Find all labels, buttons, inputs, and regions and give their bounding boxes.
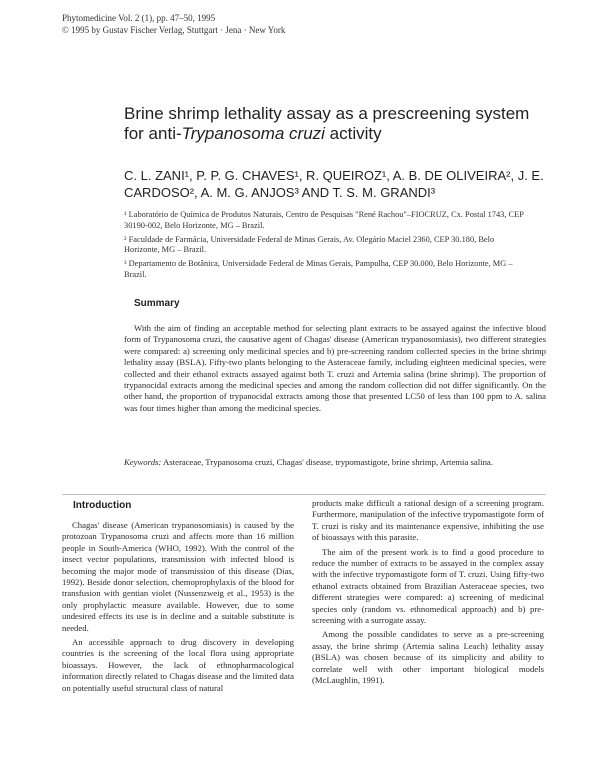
journal-citation: Phytomedicine Vol. 2 (1), pp. 47–50, 1995	[62, 13, 216, 23]
article-title	[124, 104, 544, 144]
keywords-text: Asteraceae, Trypanosoma cruzi, Chagas' disease, trypomastigote, brine shrimp, Artemia salina.	[161, 457, 493, 467]
title-suffix: activity	[324, 124, 382, 143]
affiliation-1: ¹ Laboratório de Química de Produtos Naturais, Centro de Pesquisas "René Rachou"–FIOCRUZ, Cx. Postal 1743, CEP 30190-002, Belo Horizonte, MG – Brazil.	[124, 210, 524, 230]
intro-paragraph: products make difficult a rational design of a screening program. Furthermore, manipulation of the infective trypomastigote form of T. cruzi is risky and its maintenance expensive, inhibiting the use of bioassays with this parasite.	[312, 498, 544, 543]
title-line-1: Brine shrimp lethality assay as a prescreening system	[124, 104, 530, 123]
affiliation-2: ² Faculdade de Farmácia, Universidade Federal de Minas Gerais, Av. Olegário Maciel 2360, CEP 30.180, Belo Horizonte, MG – Brazil.	[124, 234, 495, 255]
introduction-left-column	[62, 520, 294, 697]
keywords-label: Keywords:	[124, 457, 162, 467]
intro-paragraph: An accessible approach to drug discovery in developing countries is the screening of the local flora using appropriate bioassays. However, the lack of ethnopharmacological information directly related to Chagas disease and the limited data on potentially useful structural class of natural	[62, 637, 294, 693]
authors-line-1: C. L. ZANI¹, P. P. G. CHAVES¹, R. QUEIROZ¹, A. B. DE OLIVEIRA², J. E.	[124, 168, 544, 183]
publisher-line: © 1995 by Gustav Fischer Verlag, Stuttgart · Jena · New York	[62, 25, 286, 35]
journal-header	[62, 12, 285, 36]
intro-paragraph: The aim of the present work is to find a good procedure to reduce the number of extracts to be assayed in the complex assay with the infective trypomastigote form of T. cruzi. Using fifty-two ethanol extracts obtained from Brazilian Asteraceae species, two different strategies were compared: a) screening of medicinal species only (random vs. ethnomedical approach) and b) pre-screening with a surrogate assay.	[312, 546, 544, 626]
section-divider	[62, 494, 546, 495]
author-list	[124, 167, 544, 201]
introduction-heading: Introduction	[73, 500, 132, 511]
affiliations	[124, 210, 524, 284]
keywords-line	[124, 457, 546, 468]
affiliation-3: ³ Departamento de Botânica, Universidade Federal de Minas Gerais, Pampulha, CEP 30.000, Belo Horizonte, MG – Brazil.	[124, 259, 513, 279]
summary-heading: Summary	[134, 298, 180, 309]
title-line-2	[124, 124, 544, 144]
title-prefix: for anti-	[124, 124, 182, 143]
authors-line-2: CARDOSO², A. M. G. ANJOS³ AND T. S. M. GRANDI³	[124, 185, 436, 200]
title-species: Trypanosoma cruzi	[181, 124, 325, 143]
intro-paragraph: Chagas' disease (American trypanosomiasis) is caused by the protozoan Trypanosoma cruzi and affects more than 16 million people in South-America (WHO, 1992). With the control of the insect vector populations, transmission with infected blood is becoming the major mode of transmission of this disease (Dias, 1992). Beside donor selection, chemoprophylaxis of the blood for transfusion with gentian violet (Nussenzweig et al., 1953) is the only prophylactic measure available. However, due to some undesired effects its use is in decline and a suitable substitute is needed.	[62, 520, 294, 633]
summary-text: With the aim of finding an acceptable method for selecting plant extracts to be assayed against the infective blood form of Trypanosoma cruzi, the causative agent of Chagas' disease (American trypanosomiasis), two different strategies were compared: a) screening only medicinal species and b) pre-screening random collected species in the brine shrimp lethality assay (BSLA). Fifty-two plants belonging to the Asteraceae family, including eighteen medicinal species, were collected and their ethanol extracts assayed against both T. cruzi and Artemia salina (brine shrimp). The proportion of trypanocidal extracts among the medicinal species and among the random collection did not differ significantly. On the other hand, the proportion of trypanocidal extracts among those that presented LC50 of less than 100 ppm to A. salina was four times higher than among the medicinal species.	[124, 323, 546, 413]
introduction-right-column	[312, 498, 544, 690]
intro-paragraph: Among the possible candidates to serve as a pre-screening assay, the brine shrimp (Artemia salina Leach) lethality assay (BSLA) was chosen because of its simplicity and ability to correlate well with other important biological models (McLaughlin, 1991).	[312, 629, 544, 686]
